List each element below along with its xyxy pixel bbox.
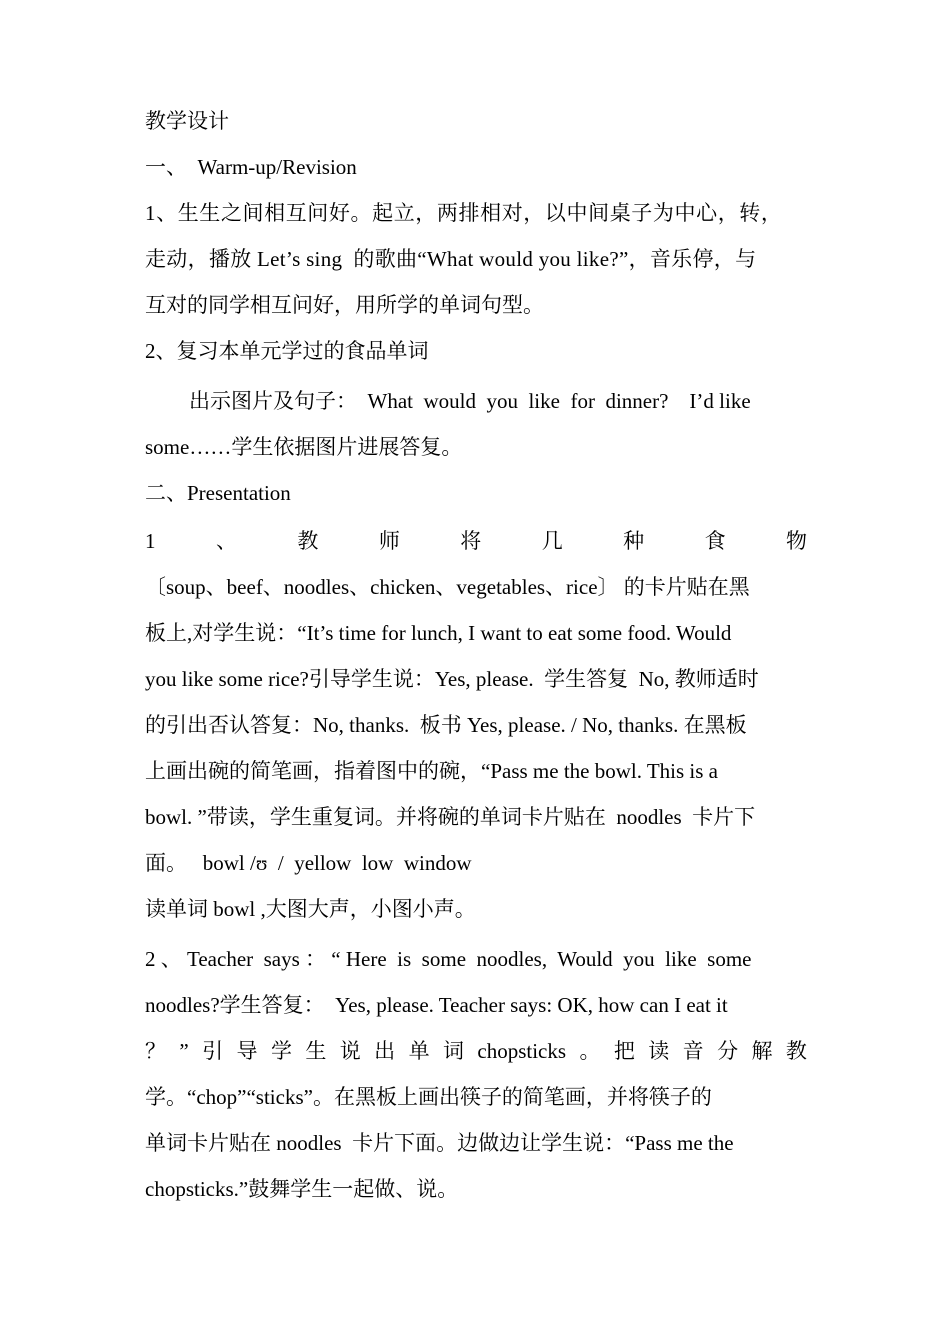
spread-char: 生 <box>305 1039 327 1063</box>
spread-char: ” <box>179 1039 189 1063</box>
section-heading-warmup: 一、 Warm-up/Revision <box>145 155 357 179</box>
paragraph-bowl-activity <box>145 518 807 932</box>
text-line: 板上,对学生说：“It’s time for lunch, I want to eat some food. Would <box>145 621 732 645</box>
spread-char: 单 <box>408 1039 430 1063</box>
spread-char: 学 <box>270 1039 292 1063</box>
spread-char: 读 <box>648 1039 670 1063</box>
text-line: 互对的同学相互问好，用所学的单词句型。 <box>145 293 544 317</box>
text-line: 2、复习本单元学过的食品单词 <box>145 339 429 363</box>
document-body <box>145 98 807 1212</box>
text-line: 1、生生之间相互问好。起立，两排相对，以中间桌子为中心，转， <box>145 201 783 225</box>
spread-char: 解 <box>751 1039 773 1063</box>
spread-char: 1 <box>145 529 156 553</box>
spread-char: 师 <box>378 529 400 553</box>
text-line: you like some rice?引导学生说：Yes, please. 学生答复 No, 教师适时 <box>145 667 759 691</box>
text-line: 单词卡片贴在 noodles 卡片下面。边做边让学生说：“Pass me the <box>145 1131 734 1155</box>
spread-char: 说 <box>339 1039 361 1063</box>
spread-line <box>145 518 807 564</box>
text-line: 的引出否认答复：No, thanks. 板书 Yes, please. / No, thanks. 在黑板 <box>145 713 747 737</box>
spread-char: 几 <box>541 529 563 553</box>
spread-char: 、 <box>215 529 237 553</box>
text-line: 学。“chop”“sticks”。在黑板上画出筷子的简笔画，并将筷子的 <box>145 1085 712 1109</box>
spread-line <box>145 1028 807 1074</box>
paragraph-food-review <box>145 328 807 470</box>
text-line: 出示图片及句子： What would you like for dinner? I’d like <box>189 389 751 413</box>
spread-char: 教 <box>297 529 319 553</box>
spread-char: chopsticks <box>477 1039 567 1063</box>
document-title: 教学设计 <box>145 109 229 133</box>
spread-char: 把 <box>613 1039 635 1063</box>
spread-char: 音 <box>682 1039 704 1063</box>
spread-char: 分 <box>717 1039 739 1063</box>
spread-char: 词 <box>442 1039 464 1063</box>
section-heading-presentation: 二、Presentation <box>145 481 291 505</box>
text-line: bowl. ”带读，学生重复词。并将碗的单词卡片贴在 noodles 卡片下 <box>145 805 756 829</box>
spread-char: 导 <box>236 1039 258 1063</box>
text-line: some……学生依据图片进展答复。 <box>145 435 463 459</box>
paragraph-chopsticks-activity <box>145 936 807 1212</box>
spread-char: 教 <box>785 1039 807 1063</box>
spread-char: ？ <box>145 1039 166 1063</box>
paragraph-greeting <box>145 190 807 328</box>
text-line: 读单词 bowl ,大图大声，小图小声。 <box>145 897 476 921</box>
text-line: chopsticks.”鼓舞学生一起做、说。 <box>145 1177 459 1201</box>
spread-char: 食 <box>704 529 726 553</box>
text-line: 2 、 Teacher says ： “ Here is some noodles, Would you like some <box>145 947 752 971</box>
text-line: 〔soup、beef、noodles、chicken、vegetables、rice〕 的卡片贴在黑 <box>145 575 750 599</box>
text-line: 面。 bowl /ʊ / yellow low window <box>145 851 472 875</box>
spread-char: 物 <box>786 529 807 553</box>
text-line: 上画出碗的简笔画，指着图中的碗，“Pass me the bowl. This is a <box>145 759 719 783</box>
spread-char: 种 <box>623 529 645 553</box>
spread-char: 引 <box>202 1039 224 1063</box>
text-line: 走动，播放 Let’s sing 的歌曲“What would you like?”，音乐停，与 <box>145 247 757 271</box>
spread-char: 将 <box>460 529 482 553</box>
spread-char: 出 <box>374 1039 396 1063</box>
text-line: noodles?学生答复： Yes, please. Teacher says: OK, how can I eat it <box>145 993 728 1017</box>
spread-char: 。 <box>579 1039 601 1063</box>
